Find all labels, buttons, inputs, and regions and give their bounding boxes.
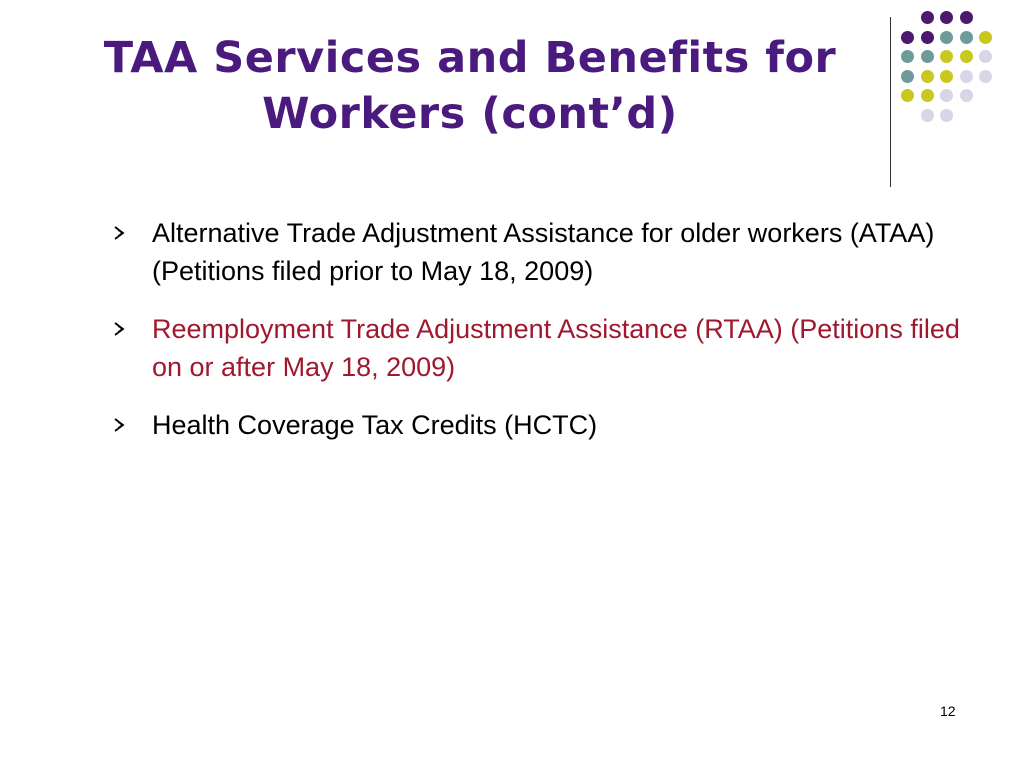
decorative-dot [921,70,934,83]
slide-number: 12 [940,703,956,719]
decorative-dot [940,11,953,24]
decorative-dot [960,70,973,83]
bullet-text: Health Coverage Tax Credits (HCTC) [152,410,598,440]
decorative-dot [940,89,953,102]
decorative-dot [979,31,992,44]
decorative-dot [960,11,973,24]
decorative-dot-grid [901,11,1021,171]
decorative-dot [940,70,953,83]
arrow-bullet-icon [112,225,128,241]
decorative-dot [960,89,973,102]
decorative-dot [901,89,914,102]
bullet-list [112,214,992,464]
title-line-1: TAA Services and Benefits for [103,33,837,83]
bullet-item-rtaa [112,310,992,386]
decorative-dot [921,11,934,24]
decorative-dot [960,50,973,63]
decorative-dot [940,50,953,63]
decorative-dot [901,31,914,44]
arrow-bullet-icon [112,417,128,433]
bullet-text: Reemployment Trade Adjustment Assistance (RTAA) (Petitions filed on or after May 18, 2009) [152,314,960,382]
decorative-dot [901,70,914,83]
decorative-dot [940,31,953,44]
decorative-dot [921,50,934,63]
decorative-dot [940,109,953,122]
bullet-text: Alternative Trade Adjustment Assistance for older workers (ATAA) (Petitions filed prior to May 18, 2009) [152,218,935,286]
arrow-bullet-icon [112,321,128,337]
slide-title [60,30,880,142]
bullet-item-hctc [112,406,992,444]
decorative-dot [921,109,934,122]
decorative-dot [921,31,934,44]
decorative-dot [979,50,992,63]
title-line-2: Workers (cont’d) [262,89,678,139]
decorative-dot [979,70,992,83]
decorative-dot [921,89,934,102]
title-divider [890,17,891,187]
decorative-dot [901,50,914,63]
decorative-dot [960,31,973,44]
bullet-item-ataa [112,214,992,290]
